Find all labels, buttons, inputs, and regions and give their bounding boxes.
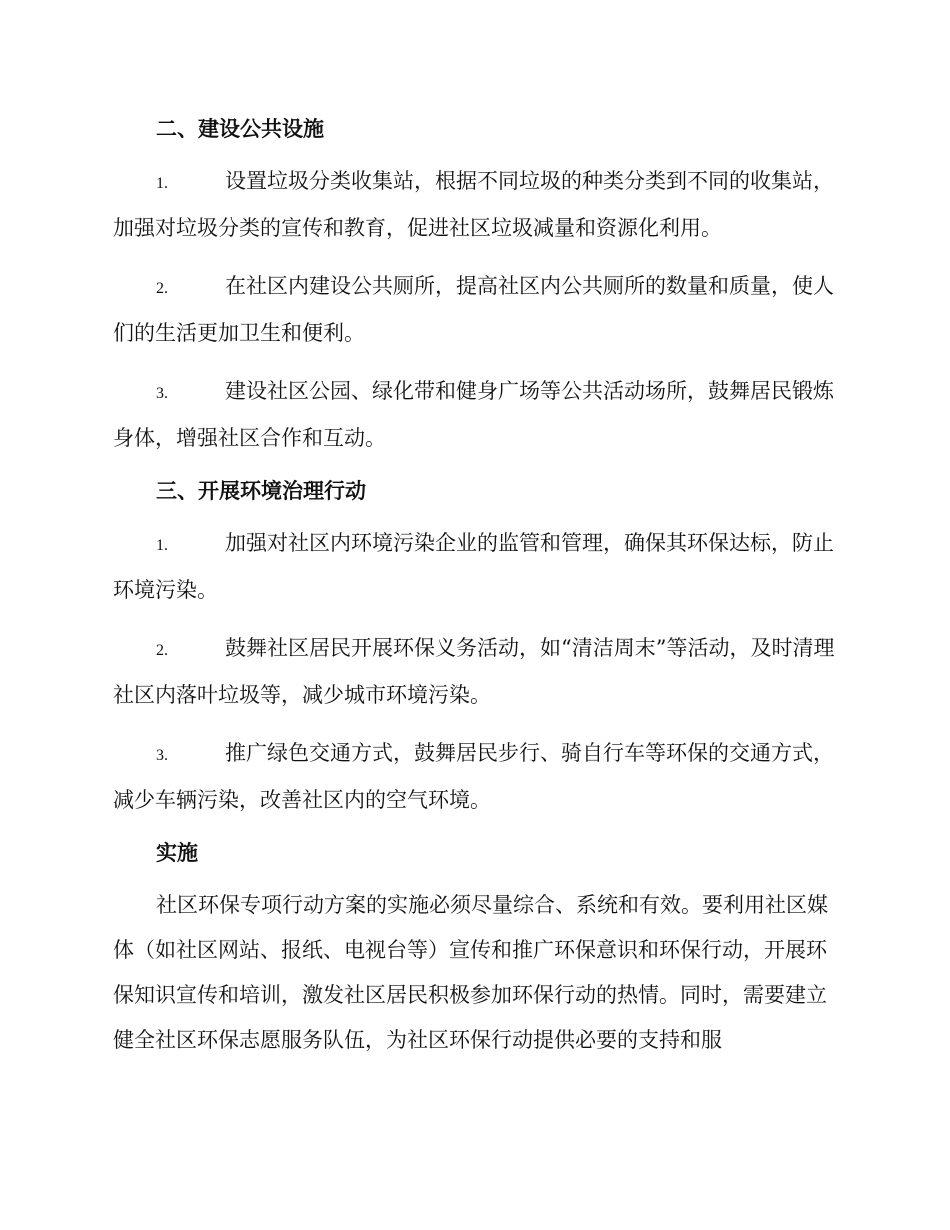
list-item-text: 鼓舞社区居民开展环保义务活动，如“清洁周末”等活动，及时清理社区内落叶垃圾等，减少城市环境污染。: [113, 636, 835, 707]
list-item-text: 在社区内建设公共厕所，提高社区内公共厕所的数量和质量，使人们的生活更加卫生和便利。: [113, 274, 834, 345]
list-item: [113, 731, 835, 823]
list-item-number: 1.: [156, 537, 168, 554]
list-item-number: 1.: [156, 175, 168, 192]
document-body: [113, 112, 835, 1076]
list-item-number: 3.: [156, 385, 168, 402]
list-item: [113, 626, 835, 718]
list-item-text: 推广绿色交通方式，鼓舞居民步行、骑自行车等环保的交通方式，减少车辆污染，改善社区内的空气环境。: [113, 741, 834, 812]
list-item-number: 2.: [156, 642, 168, 659]
section-heading-facilities: 二、建设公共设施: [156, 116, 324, 141]
list-item: [113, 264, 835, 356]
list-item: [113, 369, 835, 461]
list-item-text: 加强对社区内环境污染企业的监管和管理，确保其环保达标，防止环境污染。: [113, 531, 834, 602]
list-item: [113, 521, 835, 613]
list-item-text: 设置垃圾分类收集站，根据不同垃圾的种类分类到不同的收集站，加强对垃圾分类的宣传和教育，促进社区垃圾减量和资源化利用。: [113, 169, 834, 240]
list-item-text: 建设社区公园、绿化带和健身广场等公共活动场所，鼓舞居民锻炼身体，增强社区合作和互动。: [113, 379, 834, 450]
list-item: [113, 159, 835, 251]
implementation-paragraph: 社区环保专项行动方案的实施必须尽量综合、系统和有效。要利用社区媒体（如社区网站、报纸、电视台等）宣传和推广环保意识和环保行动，开展环保知识宣传和培训，激发社区居民积极参加环保行动的热情。同时，需要建立健全社区环保志愿服务队伍，为社区环保行动提供必要的支持和服: [113, 893, 828, 1052]
list-item-number: 3.: [156, 747, 168, 764]
section-heading-governance: 三、开展环境治理行动: [156, 478, 366, 503]
list-item-number: 2.: [156, 280, 168, 297]
section-heading-implementation: 实施: [156, 840, 198, 865]
